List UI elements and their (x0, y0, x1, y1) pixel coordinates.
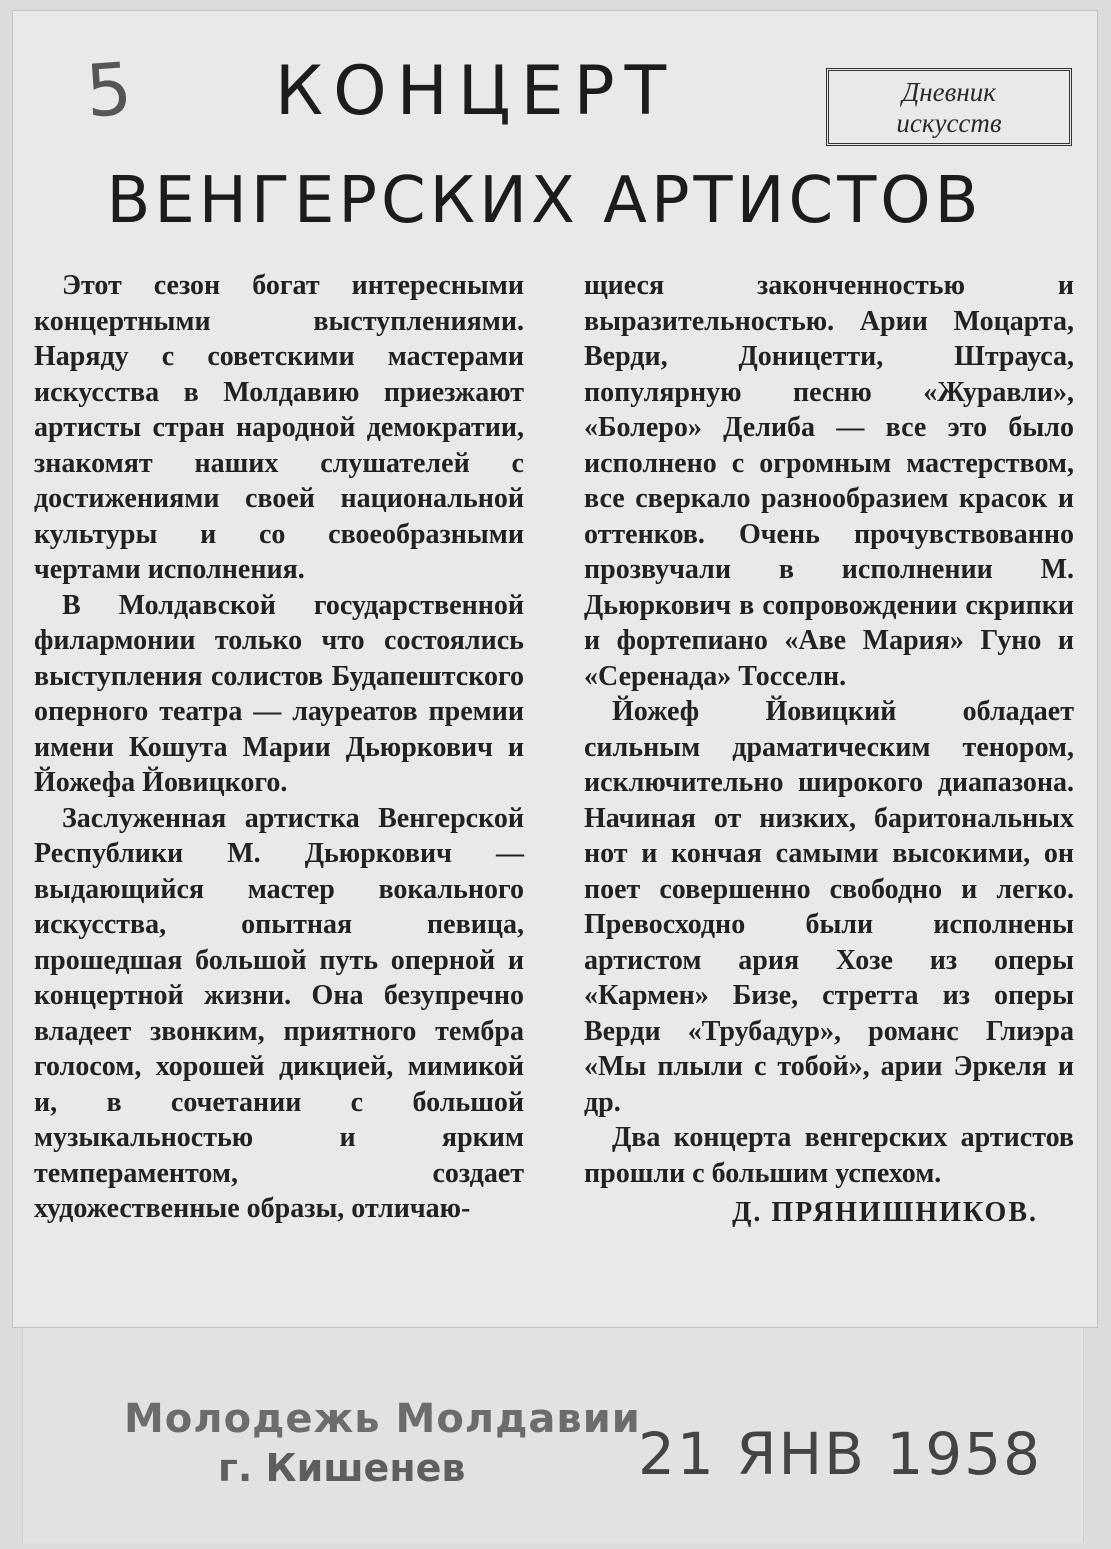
stamp-city: г. Кишенев (218, 1446, 466, 1490)
rubric-line-1: Дневник (902, 77, 996, 107)
article-column-right (584, 268, 1074, 1231)
article-paragraph: щиеся законченностью и выразительностью. Арии Моцарта, Верди, Доницетти, Штрауса, популярную песню «Журавли», «Болеро» Делиба — все это было исполнено с огромным мастерством, все сверкало разнообразием красок и оттенков. Очень прочувствованно прозвучали в исполнении М. Дьюркович в сопровождении скрипки и фортепиано «Аве Мария» Гуно и «Серенада» Тосселн. (584, 270, 1074, 692)
rubric-box (826, 68, 1072, 146)
archive-number-mark: 5 (83, 46, 135, 134)
article-paragraph: В Молдавской государственной филармонии только что состоялись выступления солистов Будапештского оперного театра — лауреатов премии имени Кошута Марии Дьюркович и Йожефа Йовицкого. (34, 589, 524, 798)
stamp-date: 21 ЯНВ 1958 (638, 1420, 1042, 1488)
article-paragraph: Этот сезон богат интересными концертными выступлениями. Наряду с советскими мастерами искусства в Молдавию приезжают артисты стран народной демократии, знакомят наших слушателей с достижениями своей национальной культуры и со своеобразными чертами исполнения. (34, 270, 524, 585)
rubric-line-2: искусств (896, 108, 1002, 138)
headline-line-1: КОНЦЕРТ (274, 52, 677, 131)
article-paragraph: Два концерта венгерских артистов прошли с большим успехом. (584, 1122, 1074, 1189)
author-signature: Д. ПРЯНИШНИКОВ. (732, 1197, 1038, 1228)
article-paragraph: Заслуженная артистка Венгерской Республики М. Дьюркович — выдающийся мастер вокального искусства, опытная певица, прошедшая большой путь оперной и концертной жизни. Она безупречно владеет звонким, приятного тембра голосом, хорошей дикцией, мимикой и, в сочетании с большой музыкальностью и ярким темпераментом, создает художественные образы, отличаю- (34, 802, 524, 1224)
article-paragraph: Йожеф Йовицкий обладает сильным драматическим тенором, исключительно широкого диапазона. Начиная от низких, баритональных нот и кончая самыми высокими, он поет совершенно свободно и легко. Превосходно были исполнены артистом ария Хозе из оперы «Кармен» Бизе, стретта из оперы Верди «Трубадур», романс Глиэра «Мы плыли с тобой», арии Эркеля и др. (584, 696, 1074, 1118)
stamp-newspaper-name: Молодежь Молдавии (124, 1396, 641, 1442)
headline-line-2: ВЕНГЕРСКИХ АРТИСТОВ (106, 164, 983, 238)
article-column-left (34, 268, 524, 1227)
